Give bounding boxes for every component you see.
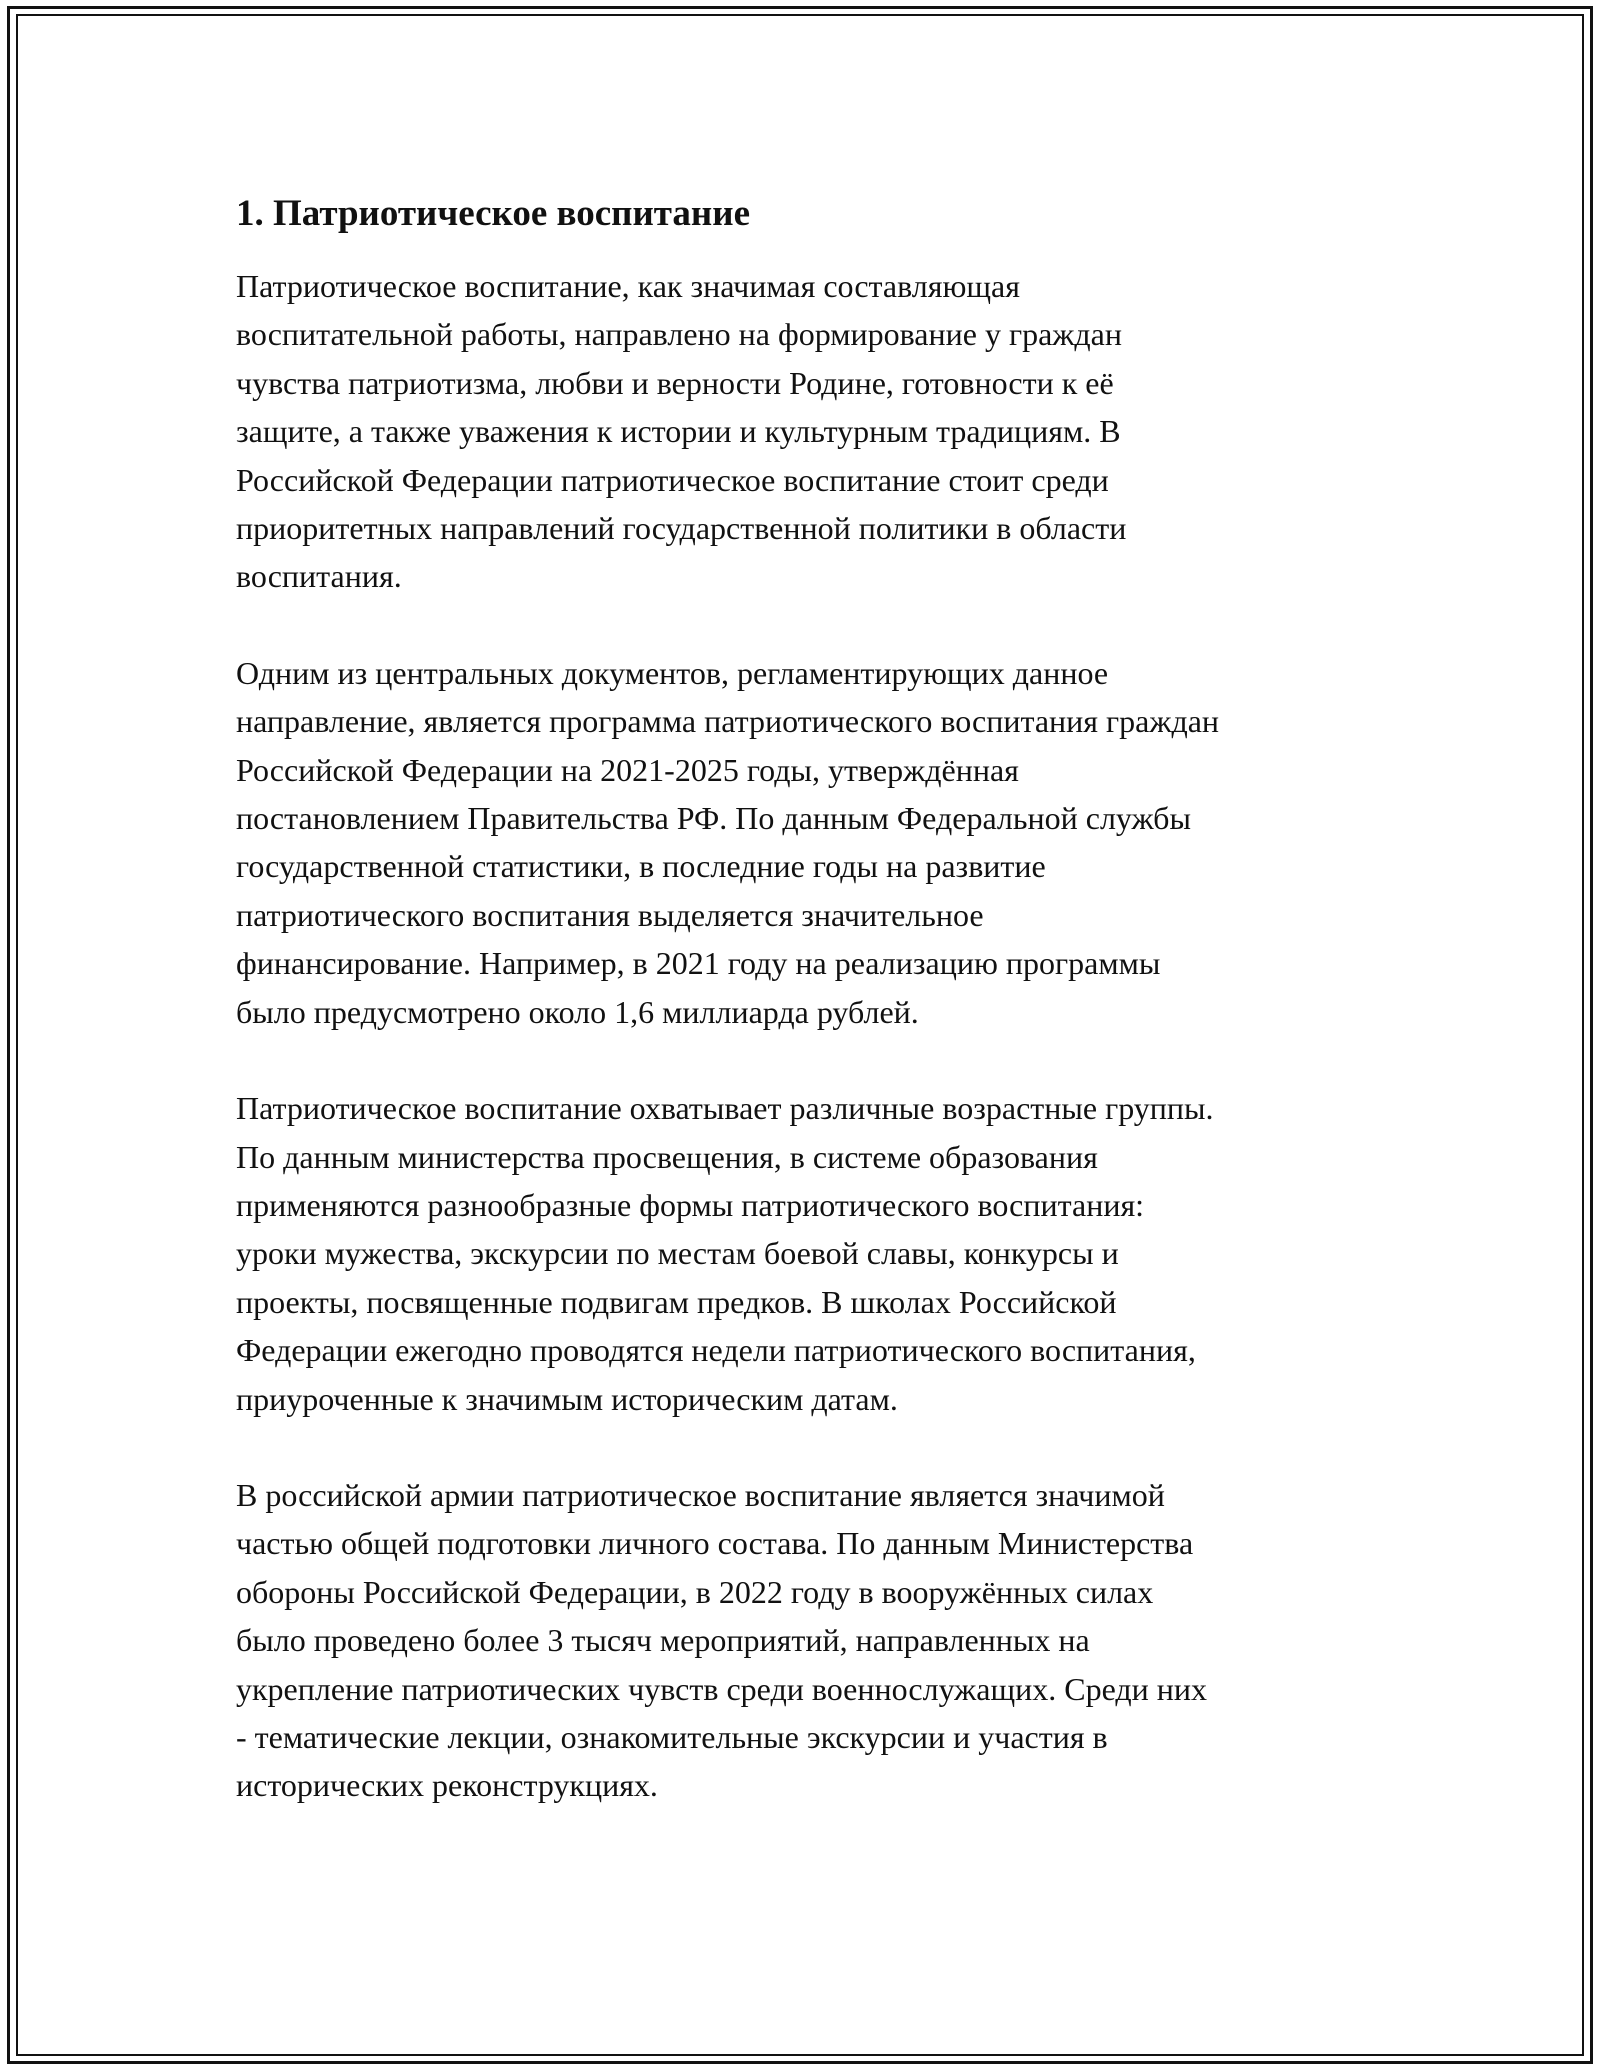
paragraph-line: уроки мужества, экскурсии по местам боевой славы, конкурсы и: [236, 1235, 1119, 1272]
paragraph-3: [236, 1084, 1386, 1423]
paragraph-1: [236, 262, 1386, 601]
paragraph-line: Одним из центральных документов, регламентирующих данное: [236, 654, 1109, 691]
paragraph-line: частью общей подготовки личного состава. По данным Министерства: [236, 1525, 1194, 1562]
paragraph-line: обороны Российской Федерации, в 2022 году в вооружённых силах: [236, 1573, 1154, 1610]
paragraph-line: государственной статистики, в последние годы на развитие: [236, 848, 1046, 885]
section-heading: 1. Патриотическое воспитание: [236, 193, 750, 234]
paragraph-line: патриотического воспитания выделяется значительное: [236, 896, 984, 933]
paragraph-line: укрепление патриотических чувств среди военнослужащих. Среди них: [236, 1670, 1207, 1707]
paragraph-line: Федерации ежегодно проводятся недели патриотического воспитания,: [236, 1332, 1196, 1369]
paragraph-line: защите, а также уважения к истории и культурным традициям. В: [236, 413, 1121, 450]
paragraph-line: Российской Федерации патриотическое воспитание стоит среди: [236, 461, 1109, 498]
paragraph-4: [236, 1471, 1386, 1810]
paragraph-line: проекты, посвященные подвигам предков. В школах Российской: [236, 1283, 1117, 1320]
paragraph-line: воспитания.: [236, 558, 402, 595]
paragraph-line: Российской Федерации на 2021-2025 годы, утверждённая: [236, 751, 1019, 788]
paragraph-line: - тематические лекции, ознакомительные экскурсии и участия в: [236, 1718, 1108, 1755]
paragraph-line: применяются разнообразные формы патриотического воспитания:: [236, 1186, 1145, 1223]
paragraph-line: Патриотическое воспитание, как значимая составляющая: [236, 268, 1020, 304]
paragraph-line: воспитательной работы, направлено на формирование у граждан: [236, 316, 1122, 353]
paragraph-line: По данным министерства просвещения, в системе образования: [236, 1138, 1098, 1175]
paragraph-line: чувства патриотизма, любви и верности Родине, готовности к её: [236, 364, 1114, 401]
paragraph-2: [236, 649, 1386, 1036]
paragraph-line: было проведено более 3 тысяч мероприятий, направленных на: [236, 1622, 1090, 1659]
paragraph-line: постановлением Правительства РФ. По данным Федеральной службы: [236, 800, 1191, 837]
paragraph-line: исторических реконструкциях.: [236, 1767, 658, 1804]
paragraph-line: направление, является программа патриотического воспитания граждан: [236, 703, 1220, 740]
paragraph-line: В российской армии патриотическое воспитание является значимой: [236, 1476, 1165, 1513]
paragraph-line: было предусмотрено около 1,6 миллиарда рублей.: [236, 993, 919, 1030]
paragraph-line: Патриотическое воспитание охватывает различные возрастные группы.: [236, 1090, 1214, 1127]
document-body: [236, 187, 1386, 1810]
paragraph-line: приоритетных направлений государственной политики в области: [236, 510, 1127, 547]
paragraph-line: финансирование. Например, в 2021 году на реализацию программы: [236, 945, 1161, 982]
paragraph-line: приуроченные к значимым историческим датам.: [236, 1380, 898, 1417]
